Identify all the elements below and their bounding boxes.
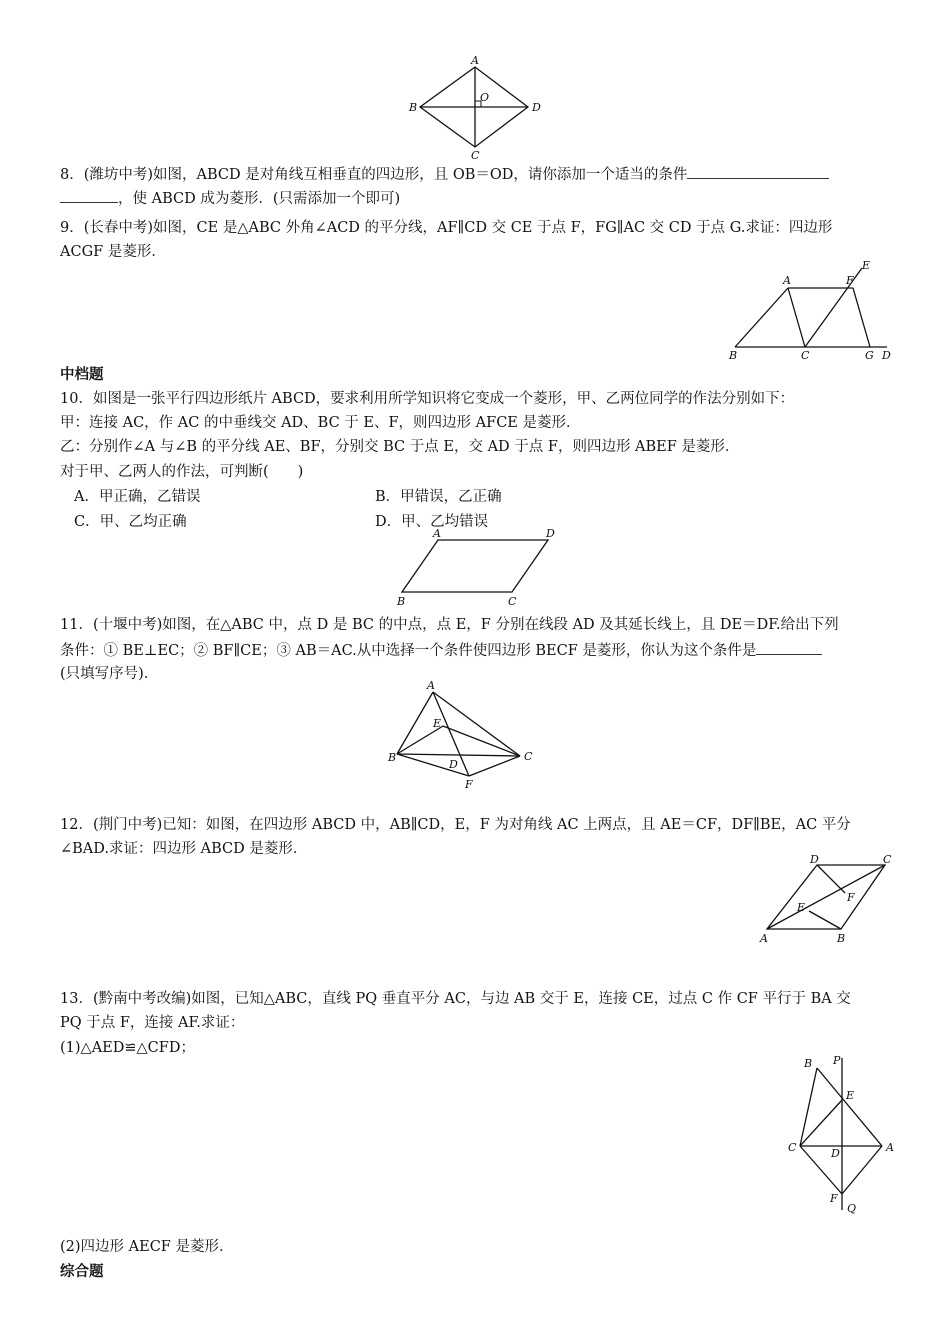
label-a: A: [427, 679, 435, 692]
q9-line1: [60, 218, 832, 238]
segment-af: [842, 1146, 882, 1194]
parallelogram-outline: [402, 540, 548, 592]
q8-text2: ，使 ABCD 成为菱形．(只需添加一个即可): [118, 191, 401, 207]
q10-option-d[interactable]: D．甲、乙均错误: [375, 514, 489, 530]
label-d: D: [532, 101, 541, 114]
q10-text4: 对于甲、乙两人的作法，可判断( ): [60, 464, 304, 480]
label-b: B: [388, 751, 397, 764]
label-e: E: [797, 901, 806, 914]
q11-text1: 11．(十堰中考)如图，在△ABC 中，点 D 是 BC 的中点，点 E，F 分别在线段 AD 及其延长线上，且 DE＝DF.给出下列: [60, 617, 839, 633]
q11-line2: [60, 640, 822, 661]
q9-line2: [60, 242, 166, 262]
q9-text2: ACGF 是菱形．: [60, 244, 166, 260]
label-b: B: [837, 932, 846, 945]
q11-text3: (只填写序号)．: [60, 666, 159, 682]
segment-df: [817, 865, 845, 893]
segment-ba: [817, 1068, 882, 1146]
label-d: D: [831, 1147, 840, 1160]
q8-line2: [60, 188, 400, 209]
label-a: A: [886, 1141, 894, 1154]
q10-line2: [60, 413, 580, 433]
figure-aecf: [780, 1050, 895, 1220]
label-a: A: [783, 274, 791, 287]
figure-acgf: [725, 258, 900, 363]
segment-ac: [788, 288, 805, 347]
q12-text2: ∠BAD.求证：四边形 ABCD 是菱形．: [60, 841, 308, 857]
label-f: F: [465, 778, 473, 791]
q10-option-b[interactable]: B．甲错误，乙正确: [375, 489, 502, 505]
q10-line4: [60, 462, 303, 482]
q13-part2-text: (2)四边形 AECF 是菱形．: [60, 1239, 234, 1255]
figure-rhombus-abcd: [400, 54, 550, 162]
q10-text3: 乙：分别作∠A 与∠B 的平分线 AE、BF，分别交 BC 于点 E，交 AD 于点 F，则四边形 ABEF 是菱形．: [60, 439, 740, 455]
label-b: B: [397, 595, 406, 608]
q10-text2: 甲：连接 AC，作 AC 的中垂线交 AD、BC 于 E、F，则四边形 AFCE 是菱形．: [60, 415, 581, 431]
label-a: A: [760, 932, 768, 945]
label-e: E: [846, 1089, 855, 1102]
label-q: Q: [847, 1202, 857, 1215]
q13-part2: [60, 1237, 233, 1257]
label-d: D: [546, 527, 555, 540]
q12-line1: [60, 815, 851, 835]
label-e: E: [862, 259, 871, 272]
q12-text1: 12．(荆门中考)已知：如图，在四边形 ABCD 中，AB∥CD，E，F 为对角线 AC 上两点，且 AE＝CF，DF∥BE，AC 平分: [60, 817, 851, 833]
segment-be: [809, 911, 841, 929]
label-d: D: [449, 758, 458, 771]
q13-part1-text: (1)△AED≌△CFD；: [60, 1040, 195, 1056]
q10-line1: [60, 389, 794, 409]
q10-option-c[interactable]: C．甲、乙均正确: [74, 514, 187, 530]
label-p: P: [833, 1054, 841, 1067]
label-g: G: [865, 349, 874, 362]
section-heading-mid: 中档题: [60, 367, 104, 383]
q11-answer-blank[interactable]: [756, 640, 822, 655]
q10-option-a[interactable]: A．甲正确，乙错误: [74, 489, 201, 505]
label-e: E: [433, 717, 442, 730]
segment-be: [397, 726, 443, 754]
label-c: C: [801, 349, 810, 362]
figure-becf: [385, 680, 545, 795]
section-heading-hard: 综合题: [60, 1264, 104, 1280]
q11-line1: [60, 615, 839, 635]
label-b: B: [409, 101, 418, 114]
figure-parallelogram: [390, 528, 565, 608]
segment-bf: [397, 754, 469, 776]
q13-text2: PQ 于点 F，连接 AF.求证：: [60, 1015, 245, 1031]
label-c: C: [508, 595, 517, 608]
label-b: B: [729, 349, 738, 362]
label-a: A: [433, 527, 441, 540]
segment-fc: [469, 756, 520, 776]
label-o: O: [480, 91, 490, 104]
q11-line3: [60, 664, 158, 684]
label-b: B: [804, 1057, 813, 1070]
q8-answer-blank-2[interactable]: [60, 188, 118, 203]
segment-ab: [735, 288, 788, 347]
figure-abcd-rhombus: [755, 853, 900, 948]
label-f: F: [846, 274, 854, 287]
q13-line2: [60, 1013, 244, 1033]
label-c: C: [524, 750, 533, 763]
q8-text1: 8．(潍坊中考)如图，ABCD 是对角线互相垂直的四边形，且 OB＝OD，请你添加一个适当的条件: [60, 167, 688, 183]
segment-fg: [853, 288, 870, 347]
q11-text2: 条件：① BE⊥EC；② BF∥CE；③ AB＝AC.从中选择一个条件使四边形 BECF 是菱形，你认为这个条件是: [60, 643, 757, 659]
q8-answer-blank-1[interactable]: [687, 164, 829, 179]
q12-line2: [60, 839, 307, 859]
label-d: D: [810, 853, 819, 866]
q8-line1: [60, 164, 829, 185]
q13-line1: [60, 989, 851, 1009]
segment-bc: [397, 754, 520, 756]
label-f: F: [847, 891, 855, 904]
label-c: C: [788, 1141, 797, 1154]
label-c: C: [471, 149, 480, 162]
label-f: F: [830, 1192, 838, 1205]
q13-part1: [60, 1038, 195, 1058]
q13-text1: 13．(黔南中考改编)如图，已知△ABC，直线 PQ 垂直平分 AC，与边 AB 交于 E，连接 CE，过点 C 作 CF 平行于 BA 交: [60, 991, 851, 1007]
label-c: C: [883, 853, 892, 866]
q9-text1: 9．(长春中考)如图，CE 是△ABC 外角∠ACD 的平分线，AF∥CD 交 CE 于点 F，FG∥AC 交 CD 于点 G.求证：四边形: [60, 220, 833, 236]
segment-ce: [800, 1100, 842, 1146]
q10-line3: [60, 437, 739, 457]
label-d: D: [882, 349, 891, 362]
segment-ab: [397, 692, 433, 754]
segment-bc: [800, 1068, 817, 1146]
label-a: A: [471, 54, 479, 67]
q10-text1: 10．如图是一张平行四边形纸片 ABCD，要求利用所学知识将它变成一个菱形，甲、乙两位同学的作法分别如下：: [60, 391, 795, 407]
